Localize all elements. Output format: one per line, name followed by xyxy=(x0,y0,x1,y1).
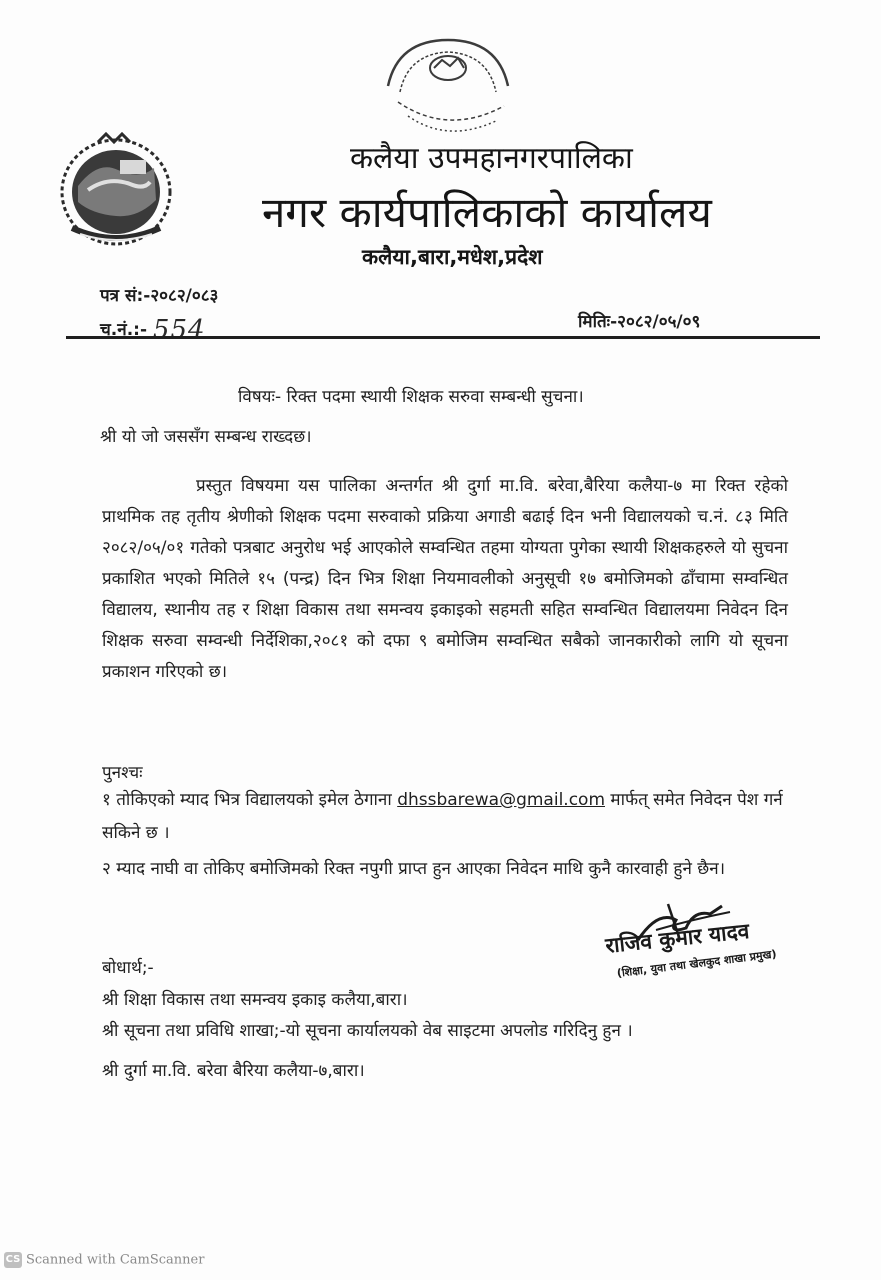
header-divider xyxy=(66,336,820,339)
postscript-note-1-text-end: मार्फत् समेत निवेदन पेश गर्न सकिने छ । xyxy=(102,790,783,843)
municipality-name: कलैया उपमहानगरपालिका xyxy=(350,141,633,176)
dispatch-number-label: च.नं.:- xyxy=(100,320,147,340)
letter-number-label: पत्र सं:- xyxy=(100,286,151,306)
camscanner-logo-icon: CS xyxy=(4,1252,22,1268)
scanner-watermark xyxy=(4,1252,204,1268)
cc-item: श्री सूचना तथा प्रविधि शाखा;-यो सूचना कार्यालयको वेब साइटमा अपलोड गरिदिनु हुन । xyxy=(102,1021,633,1041)
letter-number xyxy=(100,283,218,306)
letter-addressee: श्री यो जो जससँग सम्बन्ध राख्दछ। xyxy=(100,427,312,447)
letter-date-label: मितिः- xyxy=(578,312,618,332)
scanner-watermark-text: Scanned with CamScanner xyxy=(26,1252,205,1268)
school-email-link[interactable]: dhssbarewa@gmail.com xyxy=(397,790,605,810)
postscript-note-1-text: १ तोकिएको म्याद भित्र विद्यालयको इमेल ठेगाना xyxy=(102,790,398,810)
cc-item: श्री शिक्षा विकास तथा समन्वय इकाइ कलैया,बारा। xyxy=(102,990,408,1010)
government-emblem-icon xyxy=(58,130,174,248)
cc-item: श्री दुर्गा मा.वि. बरेवा बैरिया कलैया-७,बारा। xyxy=(102,1061,365,1081)
signatory-name: राजिव कुमार यादव xyxy=(604,918,751,958)
office-address: कलैया,बारा,मधेश,प्रदेश xyxy=(362,245,543,269)
signatory-title: (शिक्षा, युवा तथा खेलकुद शाखा प्रमुख) xyxy=(616,947,778,980)
letter-date-value: २०८२/०५/०९ xyxy=(617,312,701,332)
postscript-label: पुनश्चः xyxy=(102,763,143,783)
letter-number-value: २०८२/०८३ xyxy=(150,286,219,306)
office-name: नगर कार्यपालिकाको कार्यालय xyxy=(262,188,712,237)
postscript-note-2: २ म्याद नाघी वा तोकिए बमोजिमको रिक्त नपुगी प्राप्त हुन आएका निवेदन माथि कुनै कारवाही हुने छैन। xyxy=(102,859,726,879)
postscript-note-1 xyxy=(102,784,788,850)
body-paragraph: प्रस्तुत विषयमा यस पालिका अन्तर्गत श्री दुर्गा मा.वि. बरेवा,बैरिया कलैया-७ मा रिक्त रहेको प्राथमिक तह तृतीय श्रेणीको शिक्षक पदमा सरुवाको प्रक्रिया अगाडी बढाई दिन भनी विद्यालयको च.नं. ८३ मिति २०८२/०५/०१ गतेको पत्रबाट अनुरोध भई आएकोले सम्वन्धित तहमा योग्यता पुगेका स्थायी शिक्षकहरुले यो सुचना प्रकाशित भएको मितिले १५ (पन्द्र) दिन भित्र शिक्षा नियमावलीको अनुसूची १७ बमोजिमको ढाँचामा सम्वन्धित विद्यालय, स्थानीय तह र शिक्षा विकास तथा समन्वय इकाइको सहमती सहित सम्वन्धित विद्यालयमा निवेदन दिन शिक्षक सरुवा सम्वन्धी निर्देशिका,२०८१ को दफा ९ बमोजिम सम्वन्धित सबैको जानकारीको लागि यो सूचना प्रकाशन गरिएको छ। xyxy=(102,476,788,682)
letter-subject: विषयः- रिक्त पदमा स्थायी शिक्षक सरुवा सम्बन्धी सुचना। xyxy=(238,387,584,407)
cc-label: बोधार्थ;- xyxy=(102,958,154,978)
letter-date xyxy=(578,309,700,332)
municipality-seal-icon xyxy=(378,36,516,148)
dispatch-number-value: 554 xyxy=(152,315,206,345)
